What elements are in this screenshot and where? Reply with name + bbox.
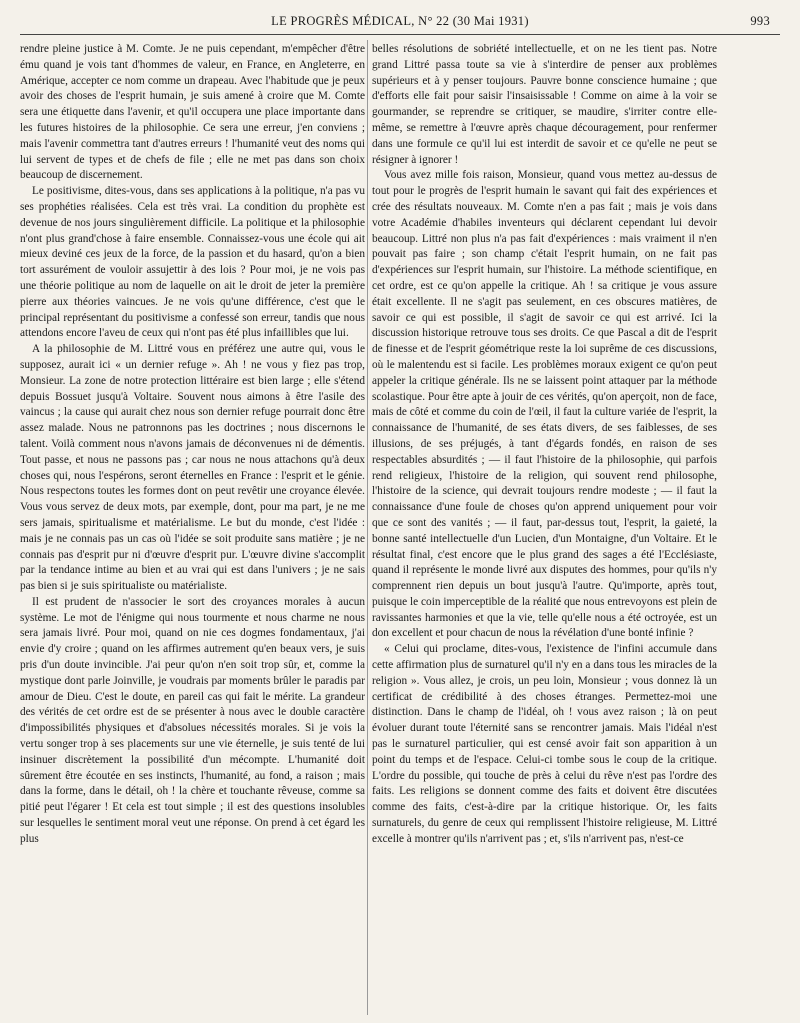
paragraph: « Celui qui proclame, dites-vous, l'existence de l'infini accumule dans cette affirmation plus de surnaturel qu'il n'y en a dans tous les miracles de la religion ». Vous allez, je crois, un peu loin, Monsieur ; vous donnez là un certificat de crédibilité à des choses étranges. Permettez-moi une distinction. Dans le champ de l'idéal, oh ! vous avez raison ; là on peut évoluer durant toute l'éternité sans se rencontrer jamais. Mais l'idéal n'est pas le surnaturel particulier, qui est censé avoir fait son apparition à un point du temps et de l'espace. Celui-ci tombe sous le coup de la critique. L'ordre du possible, qui touche de près à celui du rêve n'est pas l'ordre des faits. Les religions se donnent comme des faits et doivent être discutées comme des faits, c'est-à-dire par la critique historique. Or, les faits surnaturels, du genre de ceux qui remplissent l'histoire religieuse, M. Littré excelle à montrer qu'ils n'arrivent pas ; et, s'ils n'arrivent pas, n'est-ce (372, 643, 717, 845)
paragraph: Vous avez mille fois raison, Monsieur, quand vous mettez au-dessus de tout pour le progrès de l'esprit humain le savant qui fait des expériences et crée des résultats nouveaux. M. Comte n'en a pas fait ; mais je vois dans votre Académie d'habiles inventeurs qui déclarent cependant lui devoir beaucoup. Littré non plus n'a pas fait d'expériences : mais vraiment il n'en pouvait pas faire ; son champ c'était l'esprit humain, on ne fait pas d'expériences sur l'esprit humain, sur l'histoire. La méthode scientifique, en cet ordre, est ce qu'on appelle la critique. Ah ! sa critique je vous assure était excellente. Il ne s'agit pas seulement, en ces obscures matières, de savoir ce qui est possible, il s'agit de savoir ce qui est arrivé. Ici la discussion historique retrouve tous ses droits. Ce que Pascal a dit de l'esprit de finesse et de l'esprit géométrique reste la loi suprême de ces discussions, où le malentendu est si facile. Les problèmes moraux exigent ce qu'on peut appeler la critique générale. Ils ne se laissent point attaquer par la méthode scolastique. Pour être apte à jouir de ces vérités, qu'on aperçoit, non de face, mais de côté et comme du coin de l'œil, il faut la culture variée de l'esprit, la connaissance de l'humanité, de ses états divers, de ses faiblesses, de ses illusions, de ses préjugés, à tant d'égards fondés, en raison de ses respectables absurdités ; — il faut l'histoire de la philosophie, qui parfois rend religieux, l'histoire de la religion, qui souvent rend philosophe, l'histoire de la science, qui devrait toujours rendre modeste ; — il faut la connaissance d'une foule de choses qu'on apprend uniquement pour voir que ce sont des vanités ; — il faut, par-dessus tout, l'esprit, la gaieté, la bonne santé intellectuelle d'un Lucien, d'un Montaigne, d'un Voltaire. Et le résultat final, c'est encore que le plus grand des sages a été l'Ecclésiaste, quand il représente le monde livré aux disputes des hommes, pour qu'ils n'y comprennent rien depuis un bout jusqu'à l'autre. Qu'importe, après tout, puisque le coin imperceptible de la réalité que nous entrevoyons est plein de ravissantes harmonies et que la vie, telle qu'elle nous a été octroyée, est un don excellent et pour chacun de nous la révélation d'une bonté infinie ? (372, 169, 717, 640)
journal-title: LE PROGRÈS MÉDICAL, N° 22 (30 Mai 1931) (271, 14, 529, 28)
paragraph: belles résolutions de sobriété intellectuelle, et on ne les tient pas. Notre grand Littré passa toute sa vie à s'interdire de penser aux problèmes supérieurs et à y penser toujours. Pauvre bonne conscience humaine ; que d'efforts elle fait pour saisir l'insaisissable ! Comme on aime à la voir se gourmander, se reprendre se critiquer, se maudire, s'irriter contre elle-même, se remettre à l'œuvre après chaque découragement, pour renfermer dans une formule ce qu'il lui est interdit de savoir et ce qu'elle ne peut se résigner à ignorer ! (372, 43, 717, 166)
right-column (372, 42, 717, 1015)
page-number: 993 (750, 14, 770, 28)
paragraph: Le positivisme, dites-vous, dans ses applications à la politique, n'a pas vu ses prophéties réalisées. Cela est très vrai. La condition du prophète est devenue de nos jours singulièrement difficile. La politique et la philosophie n'ont plus grand'chose à faire ensemble. Connaissez-vous une école qui ait mieux deviné ces jeux de la force, de la passion et du hasard, qu'on a bien tort assurément de vouloir assujettir à des lois ? Pour moi, je ne vois pas une théorie politique au nom de laquelle on ait le droit de jeter la première pierre aux théories vaincues. Je ne vois qu'une différence, c'est que le principal représentant du positivisme a confessé son erreur, tandis que nous attendons encore l'aveu de ceux qui n'ont pas été plus infaillibles que lui. (20, 185, 365, 340)
column-divider (367, 40, 368, 1015)
header-rule (20, 34, 780, 35)
running-header (22, 10, 778, 32)
paragraph: rendre pleine justice à M. Comte. Je ne puis cependant, m'empêcher d'être ému quand je vois tant d'hommes de valeur, en France, en Angleterre, en Amérique, accepter ce nom comme un drapeau. Avec l'habitude que je peux avoir des choses de l'esprit humain, je suis amené à croire que M. Comte sera une étiquette dans l'avenir, et qu'il occupera une place importante dans les futures histoires de la philosophie. Ce sera une erreur, j'en conviens ; mais l'avenir commettra tant d'autres erreurs ! l'humanité veut des noms qui lui servent de types et de chefs de file ; elle ne met pas dans son choix beaucoup de discernement. (20, 43, 365, 182)
paragraph: Il est prudent de n'associer le sort des croyances morales à aucun système. Le mot de l'énigme qui nous tourmente et nous charme ne nous sera jamais livré. Pour moi, quand on nie ces dogmes fondamentaux, j'ai envie d'y croire ; quand on les affirmes autrement qu'en beaux vers, je suis pris d'un doute invincible. J'ai peur qu'on n'en soit trop sûr, et, comme la mystique dont parle Joinville, je voudrais par moments brûler le paradis par amour de Dieu. C'est le doute, en pareil cas qui fait le mérite. La grandeur des vérités de cet ordre est de se présenter à nous avec le double caractère d'impossibilités physiques et d'absolues nécessités morales. Si je vois la vertu songer trop à ses placements sur une vie éternelle, je suis tenté de lui insinuer discrètement la possibilité d'un mécompte. L'humanité doit sûrement être écoutée en ses instincts, l'humanité, au fond, a raison ; mais dans la forme, dans le détail, oh ! la chère et touchante rêveuse, comme sa pitié peut l'égarer ! Et cela est tout simple ; il est des questions insolubles sur lesquelles le sentiment moral veut une réponse. On prend à cet égard les plus (20, 595, 365, 845)
left-column (20, 42, 365, 1015)
paragraph: A la philosophie de M. Littré vous en préférez une autre qui, vous le supposez, aurait ici « un dernier refuge ». Ah ! ne vous y fiez pas trop, Monsieur. La zone de notre protection littéraire est bien large ; elle s'étend depuis Bossuet jusqu'à Voltaire. Souvent nous aimons à être l'asile des vaincus ; la cause qui aurait chez nous son dernier refuge pourrait donc être assez malade. Nous ne patronnons pas les doctrines ; nous discernons le talent. Voilà comment nous n'avons jamais de déconvenues ni de démentis. Tout passe, et nous ne passons pas ; car nous ne nous attachons qu'à deux choses qui, nous l'espérons, seront éternelles en France : l'esprit et le génie. Nous respectons toutes les formes dont on peut revêtir une croyance élevée. Vous vous servez de deux mots, par exemple, dont, pour ma part, je ne me sers jamais, spiritualisme et matérialisme. Le but du monde, c'est l'idée : mais je ne connais pas un cas où l'idée se soit produite sans matière ; je ne connais pas d'esprit pur ni d'œuvre d'esprit pur. L'œuvre divine s'accomplit par la tendance intime au bien et au vrai qui est dans l'univers ; je ne sais pas bien si je suis spiritualiste ou matérialiste. (20, 343, 365, 593)
